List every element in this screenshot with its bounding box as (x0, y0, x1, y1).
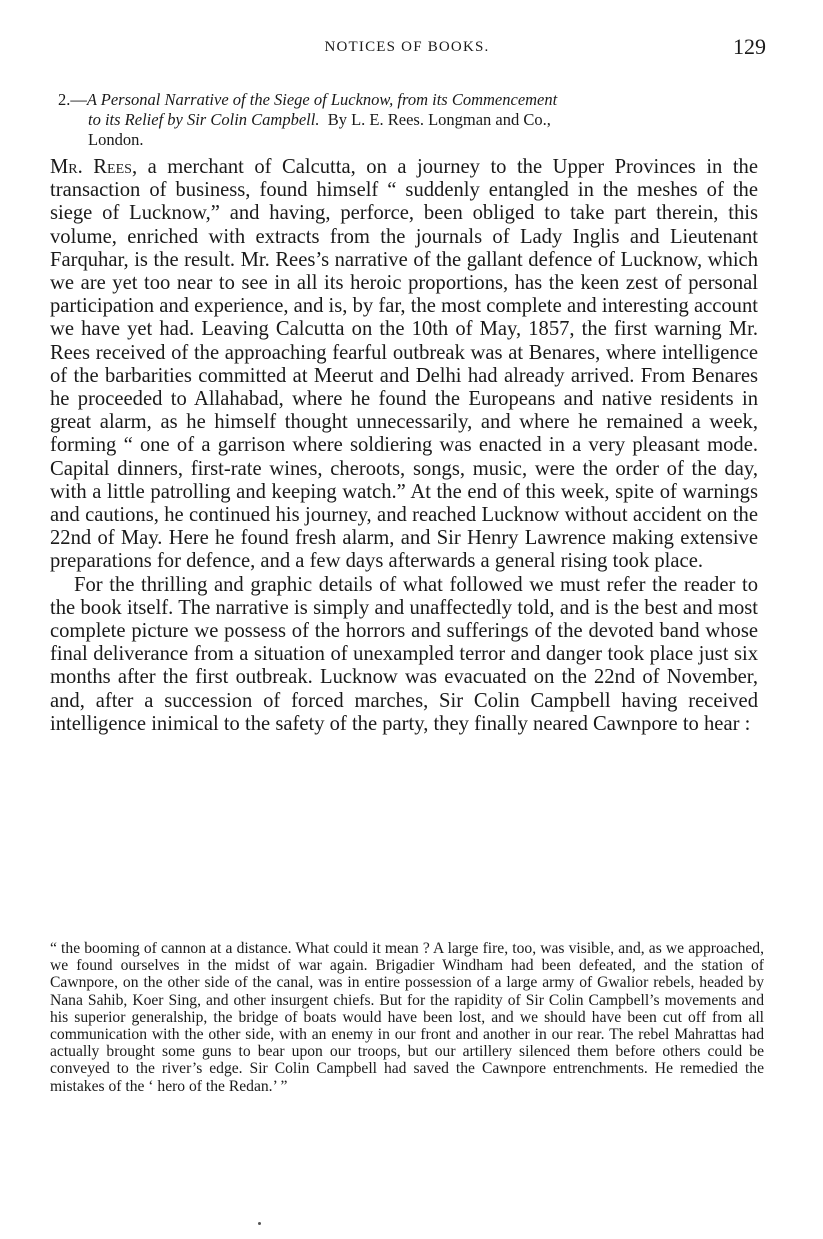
entry-number: 2.— (58, 90, 87, 109)
entry-title-part2: to its Relief by Sir Colin Campbell. (88, 110, 320, 129)
running-title: NOTICES OF BOOKS. (324, 39, 490, 55)
page-number: 129 (733, 34, 766, 59)
review-body (50, 156, 758, 736)
print-speck (258, 1222, 261, 1225)
book-entry-heading (58, 90, 766, 150)
running-head (48, 36, 766, 60)
quote-text: “ the booming of cannon at a distance. What could it mean ? A large fire, too, was visible, and, as we approached, we found ourselves in the midst of war again. Brigadier Windham had been defeated, and the station of Cawnpore, on the other side of the canal, was in entire possession of a large army of Gwalior rebels, headed by Nana Sahib, Koer Sing, and other insurgent chiefs. But for the rapidity of Sir Colin Campbell’s movements and his superior generalship, the bridge of boats would have been lost, and we should have been cut off from all communication with the other side, with an enemy in our front and another in our rear. The rebel Mahrattas had actually brought some guns to bear upon our troops, but our artillery silenced them before others could be conveyed to the river’s edge. Sir Colin Campbell had saved the Cawnpore entrenchments. He remedied the mistakes of the ‘ hero of the Redan.’ ” (50, 940, 764, 1095)
entry-title-part1: A Personal Narrative of the Siege of Lucknow, from its Commencement (86, 90, 558, 109)
paragraph-1 (50, 156, 758, 574)
entry-line2 (58, 110, 766, 130)
paragraph-2: For the thrilling and graphic details of what followed we must refer the reader to the book itself. The narrative is simply and unaffectedly told, and is the best and most complete picture we possess of the horrors and sufferings of the devoted band whose final deliverance from a situation of unexampled terror and danger took place just six months after the first outbreak. Lucknow was evacuated on the 22nd of November, and, after a succession of forced marches, Sir Colin Campbell having received intelligence inimical to the safety of the party, they finally neared Cawnpore to hear : (50, 573, 758, 735)
entry-place: London. (88, 130, 144, 149)
block-quote (50, 940, 764, 1095)
paragraph-1-opening: Mr. Rees (50, 156, 132, 178)
entry-byline: By L. E. Rees. Longman and Co., (327, 110, 551, 129)
paragraph-1-text: , a merchant of Calcutta, on a journey to the Upper Provinces in the transaction of business, found himself “ suddenly entangled in the meshes of the siege of Lucknow,” and having, perforce, been obliged to take part therein, this volume, enriched with extracts from the journals of Lady Inglis and Lieutenant Farquhar, is the result. Mr. Rees’s narrative of the gallant defence of Lucknow, which we are yet too near to see in all its heroic proportions, has the keen zest of personal participation and experience, and is, by far, the most complete and interesting account we have yet had. Leaving Calcutta on the 10th of May, 1857, the first warning Mr. Rees received of the approaching fearful outbreak was at Benares, where intelligence of the barbarities committed at Meerut and Delhi had already arrived. From Benares he proceeded to Allahabad, where he found the Europeans and native residents in great alarm, as he himself thought unnecessarily, and where he remained a week, forming “ one of a garrison where soldiering was enacted in a very pleasant mode. Capital dinners, first-rate wines, cheroots, songs, music, were the order of the day, with a little patrolling and keeping watch.” At the end of this week, spite of warnings and cautions, he continued his journey, and reached Lucknow without accident on the 22nd of May. Here he found fresh alarm, and Sir Henry Lawrence making extensive preparations for defence, and a few days afterwards a general rising took place. (50, 156, 758, 573)
